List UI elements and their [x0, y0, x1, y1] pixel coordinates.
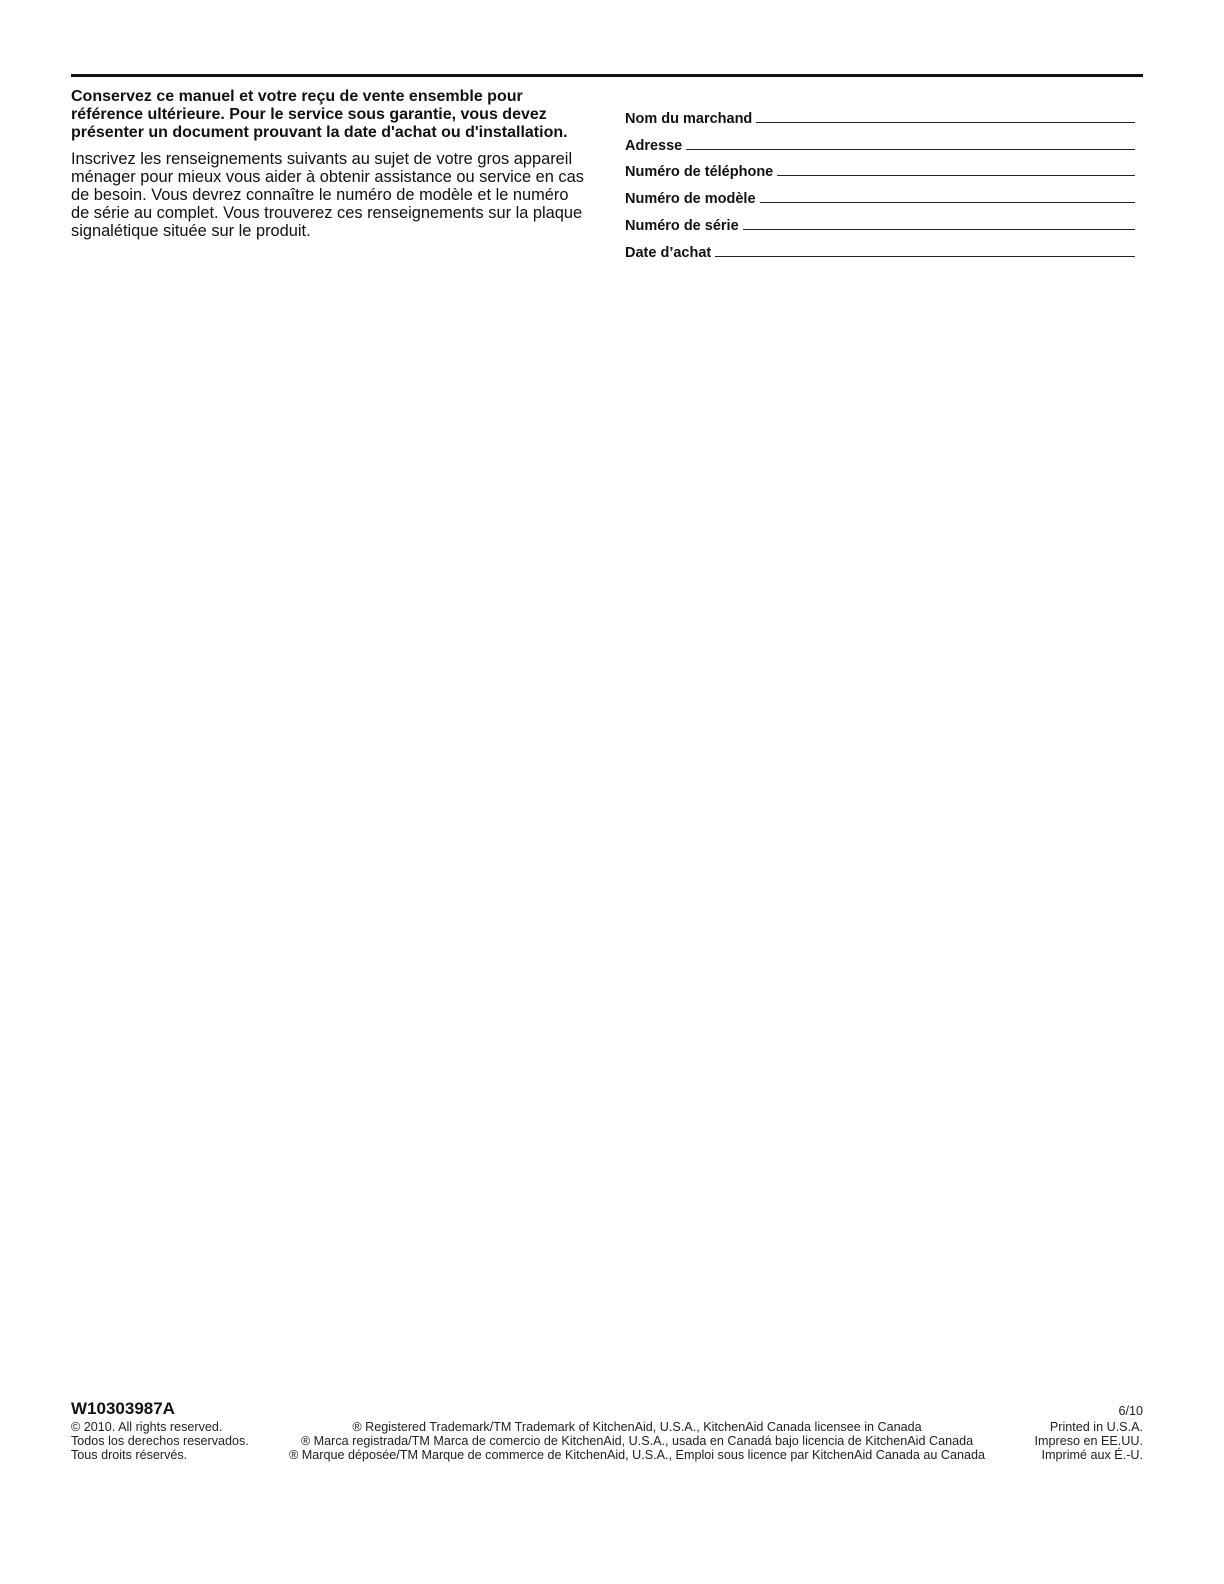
purchase-date-label: Date d’achat: [625, 244, 712, 261]
serial-number-label: Numéro de série: [625, 217, 739, 234]
dealer-name-label: Nom du marchand: [625, 110, 753, 127]
footer-top-line: [71, 1400, 1143, 1418]
printed-in-en: Printed in U.S.A.: [1049, 1420, 1143, 1434]
serial-number-field[interactable]: [743, 228, 1135, 230]
address-label: Adresse: [625, 137, 683, 154]
form-row-serial: [625, 207, 1135, 234]
rights-text-fr: Tous droits réservés.: [71, 1448, 188, 1462]
date-code: 6/10: [1118, 1404, 1143, 1418]
intro-bold-text: Conservez ce manuel et votre reçu de vente ensemble pour référence ultérieure. Pour le service sous garantie, vous devez présenter un document prouvant la date d'achat ou d'installation.: [71, 88, 568, 141]
phone-field[interactable]: [777, 174, 1135, 176]
purchase-date-field[interactable]: [715, 255, 1135, 257]
model-number-field[interactable]: [760, 201, 1135, 203]
form-row-address: [625, 127, 1135, 154]
footer-legal-grid: [71, 1420, 1143, 1462]
form-row-dealer: [625, 100, 1135, 127]
intro-body-text: Inscrivez les renseignements suivants au sujet de votre gros appareil ménager pour mieux vous aider à obtenir assistance ou service en cas de besoin. Vous devrez connaître le numéro de modèle et le numéro de série au complet. Vous trouverez ces renseignements sur la plaque signalétique située sur le produit.: [71, 150, 584, 240]
printed-in-fr: Imprimé aux É.-U.: [1041, 1448, 1143, 1462]
form-row-phone: [625, 154, 1135, 181]
footer: [71, 1400, 1143, 1462]
trademark-text-fr: ® Marque déposée/TM Marque de commerce de KitchenAid, U.S.A., Emploi sous licence par KitchenAid Canada au Canada: [288, 1448, 985, 1462]
form-row-model: [625, 180, 1135, 207]
printed-in-es: Impreso en EE.UU.: [1034, 1434, 1143, 1448]
rights-text-es: Todos los derechos reservados.: [71, 1434, 249, 1448]
intro-section: [71, 88, 591, 240]
part-number: W10303987A: [71, 1399, 175, 1418]
dealer-name-field[interactable]: [756, 121, 1135, 123]
address-field[interactable]: [686, 148, 1135, 150]
model-number-label: Numéro de modèle: [625, 191, 756, 208]
product-info-form: [625, 100, 1135, 261]
phone-label: Numéro de téléphone: [625, 164, 774, 181]
trademark-text-en: ® Registered Trademark/TM Trademark of KitchenAid, U.S.A., KitchenAid Canada licensee in Canada: [352, 1420, 922, 1434]
trademark-text-es: ® Marca registrada/TM Marca de comercio de KitchenAid, U.S.A., usada en Canadá bajo licencia de KitchenAid Canada: [300, 1434, 974, 1448]
rights-text-en: © 2010. All rights reserved.: [71, 1420, 223, 1434]
top-divider: [71, 74, 1143, 77]
form-row-purchase-date: [625, 234, 1135, 261]
